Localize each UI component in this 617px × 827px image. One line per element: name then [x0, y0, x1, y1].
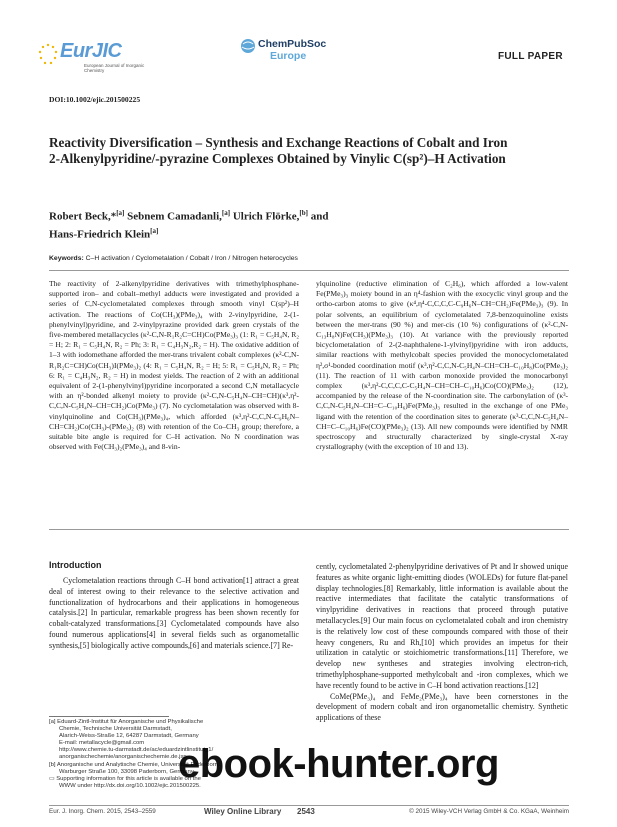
footnote-divider: [49, 716, 169, 717]
supporting-info-icon: ▭: [49, 775, 57, 782]
author-name[interactable]: Hans-Friedrich Klein: [49, 228, 151, 241]
affiliation-marker: [b]: [299, 209, 308, 217]
affiliation-marker: [a]: [221, 209, 231, 217]
email-link[interactable]: E-mail: metallacycle@gmail.com: [59, 740, 145, 747]
affiliation-marker: [a]: [150, 227, 159, 236]
footer-divider: [49, 805, 569, 806]
intro-paragraph: CoMe(PMe₃)₄ and FeMe₂(PMe₃)₄ have been cornerstones in the development of modern cobalt and iron organometallic chemistry. Synthetic applications of these: [316, 691, 568, 723]
author-name[interactable]: Ulrich Flörke,: [230, 210, 300, 223]
journal-logo-subtitle: European Journal of Inorganic Chemistry: [84, 63, 145, 73]
affiliation-line: Alarich-Weiss-Straße 12, 64287 Darmstadt, Germany: [59, 733, 199, 740]
keywords-line: [49, 255, 569, 262]
abstract-bottom-divider: [49, 529, 569, 530]
article-title: Reactivity Diversification – Synthesis and Exchange Reactions of Cobalt and Iron 2-Alkenylpyridine/-pyrazine Complexes Obtained by Vinylic C(sp²)–H Activation: [49, 135, 508, 166]
supporting-info-link[interactable]: WWW under http://dx.doi.org/10.1002/ejic.201500225.: [59, 782, 201, 789]
abstract-top-divider: [49, 270, 569, 271]
intro-right-column: [316, 562, 568, 724]
supporting-info-line: ▭ Supporting information for this article is available on the: [49, 775, 201, 782]
publisher-logo-line2: Europe: [270, 50, 307, 62]
keywords-text: C–H activation / Cyclometalation / Cobalt / Iron / Nitrogen heterocycles: [83, 255, 298, 262]
author-conjunction: and: [307, 210, 329, 223]
section-heading: Introduction: [49, 560, 102, 570]
keywords-label: Keywords:: [49, 255, 84, 262]
page-footer: [49, 808, 569, 820]
journal-logo: [36, 38, 176, 78]
intro-paragraph: cently, cyclometalated 2-phenylpyridine derivatives of Pt and Ir showed unique features as white organic light-emitting diodes (WOLEDs) for future flat-panel display technologies.[8] Remarkably, little information is available about the reactive intermediates that facilitate the catalytic transformations of vinylpyridine derivatives in reactions that proceed through putative metallacycles.[9] Our main focus on cyclometalated cobalt and iron chemistry is the relatively low cost of these compounds compared with those of their heavy congeners, Ru and Rh,[10] which provides an impetus for their utilization in catalytic or stoichiometric transformations.[11] Therefore, we develop new syntheses and strategies involving electron-rich, trimethylphosphane-supported methylcobalt and -iron complexes, which we have recently found to be active in C–H bond activation reactions.[12]: [316, 562, 568, 690]
affiliation-line: [a] Eduard-Zintl-Institut für Anorganische und Physikalische: [49, 719, 204, 725]
wiley-online-library-link[interactable]: Wiley Online Library: [204, 807, 282, 816]
author-line-2: [49, 224, 469, 242]
footer-copyright: © 2015 Wiley-VCH Verlag GmbH & Co. KGaA, Weinheim: [409, 808, 569, 815]
abstract-left-column: The reactivity of 2-alkenylpyridine derivatives with trimethylphosphane-supported iron– and cobalt–methyl adducts were investigated and provided a series of C,N-cyclometalated complexes through smooth vinyl C(sp²)–H activation. The reactions of Co(CH₃)(PMe₃)₄ with 2-vinylpyridine, 2-(1-phenylvinyl)pyridine, and 2-vinylpyrazine provided dark green crystals of the five-membered metallacycles (κ²-C,N-R₁R₂C=CH)Co(PMe₃)₃ (1: R₁ = C₅H₄N, R₂ = H; 2: R₁ = C₅H₄N, R₂ = Ph; 3: R₁ = C₄H₃N₂,R₂ = H). The oxidative addition of 1–3 with iodomethane afforded the mer-trans trivalent cobalt complexes (κ²-C,N-R₁R₂C=CH)Co(CH₃)I(PMe₃)₂ (4: R₁ = C₅H₄N, R₂ = H; 5: R₁ = C₅H₄N, R₂ = Ph; 6: R₁ = C₄H₃N₂, R₂ = H) in modest yields. The reaction of 2 with an additional equivalent of 2-(1-phenylvinyl)pyridine incorporated a second C,N metallacycle with an η²-bonded alkenyl moiety to provide (κ²-C,N-C₅H₄N–CH=CH)(κ³,η²-C,C,N-C₅H₄N–CH=CH₂)Co(PMe₃) (7). No cyclometalation was observed with 8-vinylquinoline and Co(CH₃)(PMe₃)₄, which afforded (κ³,η²-C,C,N-C₉H₆N–CH=CH₂)Co(CH₃)-(PMe₃)₂ (8) with retention of the Co–CH₃ group; therefore, a suitable bite angle is required for C–H activation. No N coordination was observed with Fe(CH₃)₂(PMe₃)₄ and 8-vin-: [49, 279, 299, 452]
affiliation-line: Chemie, Technische Universität Darmstadt,: [59, 726, 172, 733]
journal-logo-text: EurJIC: [60, 40, 122, 62]
intro-left-column: [49, 576, 299, 652]
affiliation-marker: [a]: [116, 209, 125, 217]
author-list: [49, 206, 469, 242]
author-name[interactable]: Robert Beck,*: [49, 210, 117, 223]
publisher-logo-line1: ChemPubSoc: [258, 38, 327, 50]
page-number: 2543: [297, 807, 315, 816]
footer-citation: Eur. J. Inorg. Chem. 2015, 2543–2559: [49, 808, 156, 815]
watermark-text: ebook-hunter.org: [178, 742, 499, 786]
affiliation-line: [b] Anorganische und Analytische Chemie, Universität Paderborn,: [49, 761, 220, 768]
eu-stars-icon: [36, 42, 60, 68]
paper-type-label: FULL PAPER: [498, 51, 563, 62]
intro-paragraph: Cyclometalation reactions through C–H bond activation[1] attract a great deal of interest owing to their relevance to the selective activation and functionalization of hydrocarbons and their applications in homogeneous catalysis.[2] In particular, remarkable progress has been shown recently for cobalt-catalyzed transformations.[3] Cyclometalated compounds have also found numerous applications[4] in several fields such as organometallic synthesis,[5] biologically active compounds,[6] and materials science.[7] Re-: [49, 576, 299, 650]
author-line-1: [49, 206, 469, 224]
institute-url-link-continued[interactable]: anorganischechemie/anorganischechemie.de.jsp: [59, 754, 187, 761]
author-name[interactable]: Sebnem Camadanli,: [124, 210, 222, 223]
institute-url-link[interactable]: http://www.chemie.tu-darmstadt.de/ac/eduardzintlinstitut_1/: [59, 747, 214, 754]
abstract-right-column: ylquinoline (reductive elimination of C₂H₆), which afforded a low-valent Fe(PMe₃)₃ moiety bound in an η⁴-fashion with the exocyclic vinyl group and the ortho-carbon atoms to give (κ⁴,η⁴-C,C,C,C-C₉H₆N–CH=CH₂)Fe(PMe₃)₃ (9). In polar solvents, an equilibrium of cyclometalated 7,8-benzoquinoline exists between the mer-trans (90 %) and mer-cis (10 %) configurations of (κ²-C,N-C₁₃H₈N)Fe(CH₃)(PMe₃)₃ (10). At variance with the previously reported bicyclometalation of 2-(2-naphthalene-1-ylvinyl)pyridine with iron adducts, similar reactions with methylcobalt species provided the monocyclometalated η²,σ¹-bonded coordination motif (κ³,η²-C,C,N-C₅H₄N–CH=CH–C₁₀H₈)Co(PMe₃)₂ (11). The reaction of 11 with carbon monoxide provided the monocarbonyl complex (κ³,η²-C,C,C,C-C₅H₄N–CH=CH–C₁₀H₆)Co(CO)(PMe₃)₂ (12), accompanied by the release of the N-coordination site. The carbonylation of (κ³-C,C,N-C₅H₄N–CH=C–C₁₀H₆)Fe(PMe₃)₃ resulted in the exchange of one PMe₃ ligand with the retention of the coordination sites to generate (κ³-C,C,N-C₅H₄N–CH=C–C₁₀H₆)Fe(CO)(PMe₃)₂ (13). All new compounds were identified by NMR spectroscopy and structurally characterized by single-crystal X-ray crystallography (with the exception of 10 and 13).: [316, 279, 568, 452]
doi-link[interactable]: DOI:10.1002/ejic.201500225: [49, 95, 141, 104]
affiliation-line: Warburger Straße 100, 33098 Paderborn, Germany: [59, 768, 194, 775]
globe-icon: [240, 38, 256, 54]
publisher-logo: [240, 38, 380, 68]
